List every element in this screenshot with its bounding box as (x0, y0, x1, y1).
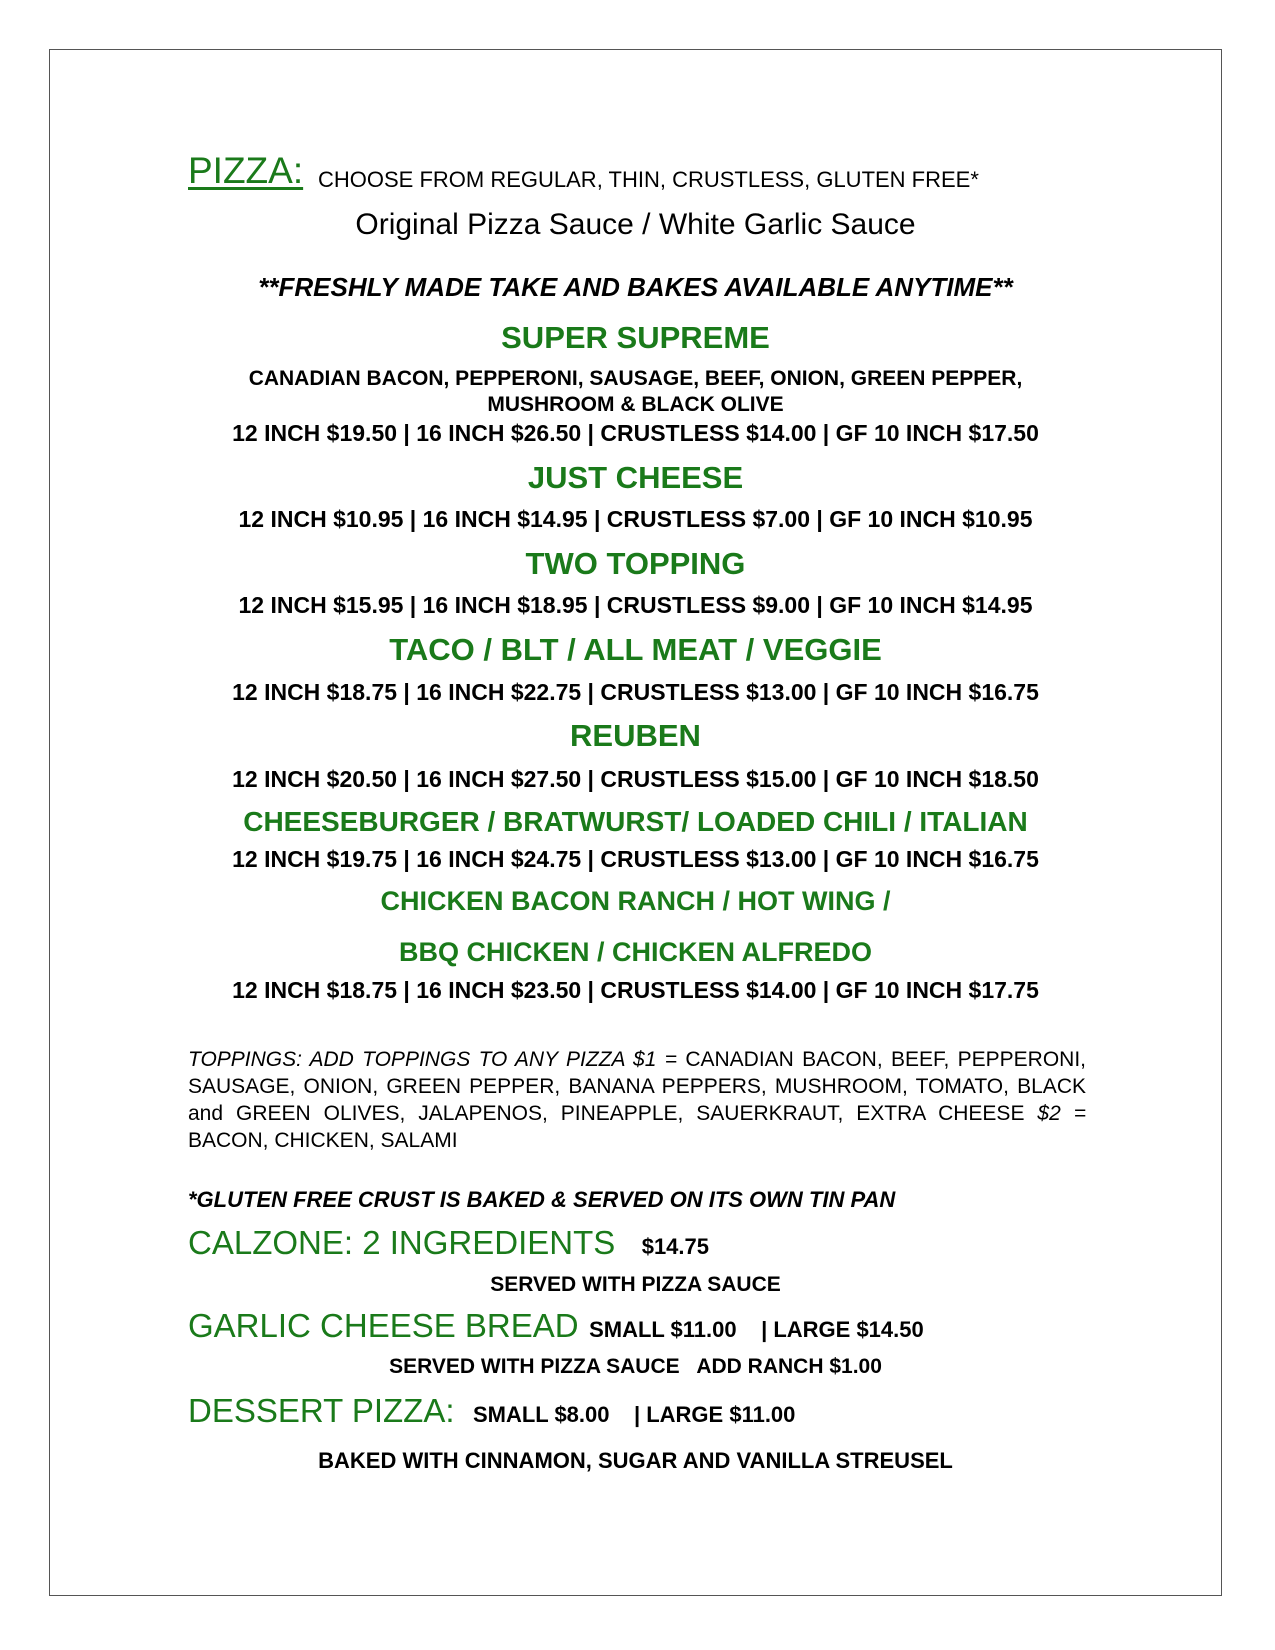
garlic-bread-prices: SMALL $11.00 | LARGE $14.50 (589, 1317, 924, 1342)
item-prices-two-topping: 12 INCH $15.95 | 16 INCH $18.95 | CRUSTLESS $9.00 | GF 10 INCH $14.95 (238, 592, 1033, 618)
item-name-taco-blt-meat-veggie: TACO / BLT / ALL MEAT / VEGGIE (389, 632, 882, 667)
calzone-note: SERVED WITH PIZZA SAUCE (490, 1273, 781, 1296)
dessert-title: DESSERT PIZZA: (188, 1392, 455, 1429)
item-prices-super-supreme: 12 INCH $19.50 | 16 INCH $26.50 | CRUSTLESS $14.00 | GF 10 INCH $17.50 (232, 420, 1039, 446)
take-and-bake-note: **FRESHLY MADE TAKE AND BAKES AVAILABLE ANYTIME** (258, 272, 1013, 302)
item-name-just-cheese: JUST CHEESE (527, 460, 744, 495)
pizza-section-title: PIZZA: (188, 150, 304, 191)
dessert-note: BAKED WITH CINNAMON, SUGAR AND VANILLA STREUSEL (318, 1448, 953, 1473)
garlic-bread-title: GARLIC CHEESE BREAD (188, 1307, 579, 1344)
item-prices-chicken: 12 INCH $18.75 | 16 INCH $23.50 | CRUSTLESS $14.00 | GF 10 INCH $17.75 (232, 977, 1039, 1003)
item-desc-line2: MUSHROOM & BLACK OLIVE (487, 393, 784, 416)
item-name-chicken-line1: CHICKEN BACON RANCH / HOT WING / (380, 886, 891, 916)
item-name-super-supreme: SUPER SUPREME (501, 320, 770, 355)
toppings-two-dollar-label: $2 = (1037, 1102, 1086, 1125)
dessert-prices: SMALL $8.00 | LARGE $11.00 (472, 1402, 796, 1427)
calzone-price: $14.75 (641, 1234, 709, 1259)
calzone-title: CALZONE: 2 INGREDIENTS (188, 1224, 616, 1261)
toppings-lead: TOPPINGS: ADD TOPPINGS TO ANY PIZZA $1 = (188, 1048, 686, 1071)
item-name-two-topping: TWO TOPPING (525, 546, 746, 581)
item-name-cheeseburger-brat-chili-italian: CHEESEBURGER / BRATWURST/ LOADED CHILI / ITALIAN (243, 806, 1028, 837)
crust-options: CHOOSE FROM REGULAR, THIN, CRUSTLESS, GLUTEN FREE* (318, 167, 979, 192)
toppings-two-dollar-list: BACON, CHICKEN, SALAMI (188, 1129, 458, 1152)
item-name-chicken-line2: BBQ CHICKEN / CHICKEN ALFREDO (398, 937, 872, 967)
item-prices-just-cheese: 12 INCH $10.95 | 16 INCH $14.95 | CRUSTLESS $7.00 | GF 10 INCH $10.95 (238, 506, 1033, 532)
item-prices-reuben: 12 INCH $20.50 | 16 INCH $27.50 | CRUSTLESS $15.00 | GF 10 INCH $18.50 (232, 766, 1039, 792)
item-prices-taco-blt-meat-veggie: 12 INCH $18.75 | 16 INCH $22.75 | CRUSTLESS $13.00 | GF 10 INCH $16.75 (232, 679, 1039, 705)
toppings-info (188, 1046, 1086, 1154)
toppings-one-dollar-list: CANADIAN BACON, BEEF, PEPPERONI, SAUSAGE, ONION, GREEN PEPPER, BANANA PEPPERS, MUSHROOM, TOMATO, BLACK and GREEN OLIVES, JALAPENOS, PINEAPPLE, SAUERKRAUT, EXTRA CHEESE (188, 1048, 1086, 1125)
item-prices-cheeseburger-brat-chili-italian: 12 INCH $19.75 | 16 INCH $24.75 | CRUSTLESS $13.00 | GF 10 INCH $16.75 (232, 846, 1039, 872)
sauce-options: Original Pizza Sauce / White Garlic Sauce (355, 208, 916, 241)
gluten-free-note: *GLUTEN FREE CRUST IS BAKED & SERVED ON ITS OWN TIN PAN (188, 1187, 896, 1212)
item-desc-line1: CANADIAN BACON, PEPPERONI, SAUSAGE, BEEF, ONION, GREEN PEPPER, (248, 367, 1023, 390)
dessert-row (188, 1392, 795, 1430)
garlic-bread-row (188, 1307, 924, 1345)
item-name-reuben: REUBEN (570, 718, 701, 753)
calzone-row (188, 1224, 709, 1262)
garlic-bread-note: SERVED WITH PIZZA SAUCE ADD RANCH $1.00 (389, 1355, 882, 1378)
